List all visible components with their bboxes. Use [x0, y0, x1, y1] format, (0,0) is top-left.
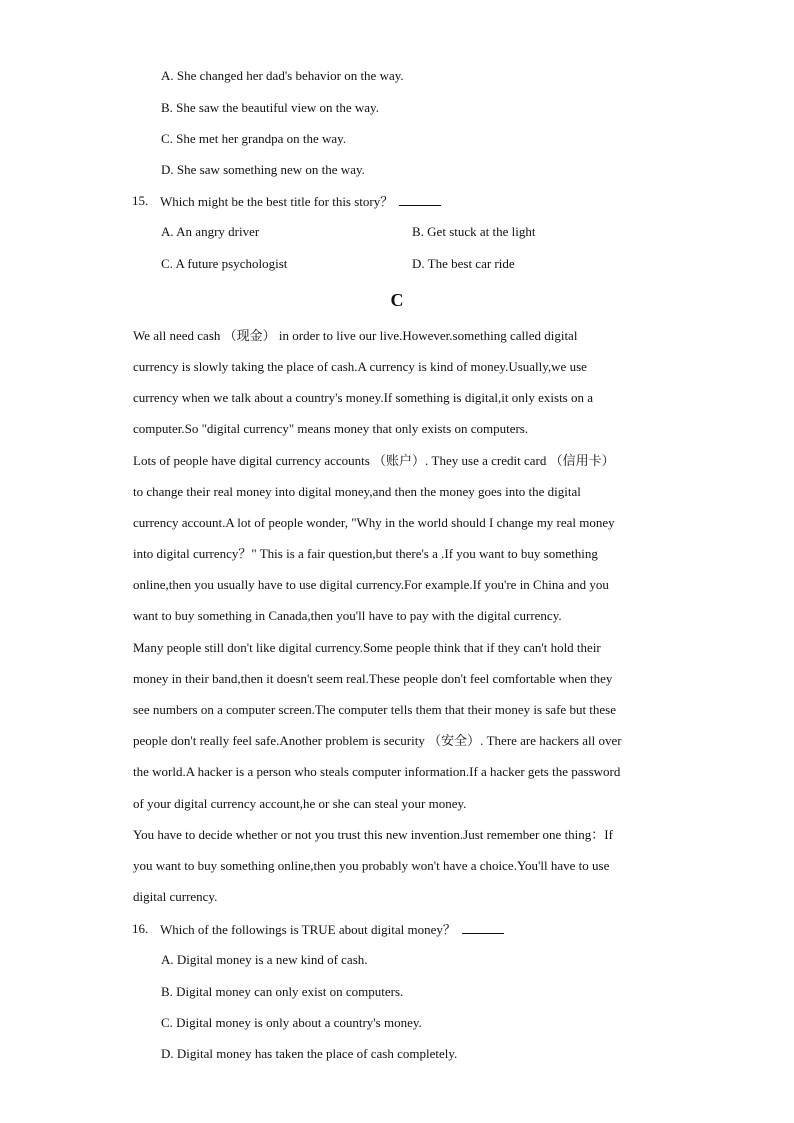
- q16-option-d: D. Digital money has taken the place of cash completely.: [161, 1046, 458, 1061]
- passage-line: digital currency.: [133, 889, 218, 904]
- passage-line: see numbers on a computer screen.The computer tells them that their money is safe but these: [133, 702, 617, 717]
- passage-line: Many people still don't like digital currency.Some people think that if they can't hold their: [133, 640, 601, 655]
- q15-option-c: C. A future psychologist: [161, 256, 288, 271]
- passage-line: the world.A hacker is a person who steals computer information.If a hacker gets the password: [133, 764, 621, 779]
- q16-question-text: Which of the followings is TRUE about digital money？: [160, 922, 456, 937]
- passage-line: want to buy something in Canada,then you'll have to pay with the digital currency.: [133, 608, 562, 623]
- q15-answer-blank: [399, 193, 441, 206]
- passage-line: you want to buy something online,then you probably won't have a choice.You'll have to use: [133, 858, 610, 873]
- passage-line: money in their band,then it doesn't seem real.These people don't feel comfortable when they: [133, 671, 613, 686]
- q14-option-b: B. She saw the beautiful view on the way.: [161, 100, 379, 115]
- passage-line: Lots of people have digital currency accounts （账户）. They use a credit card （信用卡）: [133, 453, 615, 468]
- q15-number: 15.: [132, 193, 149, 208]
- passage-line: We all need cash （现金） in order to live our live.However.something called digital: [133, 328, 578, 343]
- q16-number: 16.: [132, 921, 149, 936]
- q15-option-a: A. An angry driver: [161, 224, 260, 239]
- passage-line: into digital currency？" This is a fair question,but there's a .If you want to buy something: [133, 546, 598, 561]
- passage-line: currency account.A lot of people wonder, "Why in the world should I change my real money: [133, 515, 615, 530]
- q14-option-d: D. She saw something new on the way.: [161, 162, 365, 177]
- q16-question: [160, 921, 504, 938]
- q15-question: [160, 193, 441, 210]
- passage-line: online,then you usually have to use digital currency.For example.If you're in China and you: [133, 577, 609, 592]
- passage-line: to change their real money into digital money,and then the money goes into the digital: [133, 484, 581, 499]
- q16-option-c: C. Digital money is only about a country's money.: [161, 1015, 422, 1030]
- q16-option-a: A. Digital money is a new kind of cash.: [161, 952, 368, 967]
- passage-line: computer.So "digital currency" means money that only exists on computers.: [133, 421, 529, 436]
- q14-option-c: C. She met her grandpa on the way.: [161, 131, 347, 146]
- passage-line: people don't really feel safe.Another problem is security （安全）. There are hackers all over: [133, 733, 622, 748]
- q16-answer-blank: [462, 921, 504, 934]
- q15-question-text: Which might be the best title for this story？: [160, 194, 394, 209]
- passage-line: currency when we talk about a country's money.If something is digital,it only exists on a: [133, 390, 594, 405]
- section-heading: C: [390, 290, 404, 310]
- passage-line: currency is slowly taking the place of cash.A currency is kind of money.Usually,we use: [133, 359, 587, 374]
- q14-option-a: A. She changed her dad's behavior on the way.: [161, 68, 404, 83]
- q16-option-b: B. Digital money can only exist on computers.: [161, 984, 404, 999]
- passage-line: You have to decide whether or not you trust this new invention.Just remember one thing：If: [133, 827, 613, 842]
- q15-option-d: D. The best car ride: [412, 256, 515, 271]
- passage-line: of your digital currency account,he or she can steal your money.: [133, 796, 467, 811]
- q15-option-b: B. Get stuck at the light: [412, 224, 536, 239]
